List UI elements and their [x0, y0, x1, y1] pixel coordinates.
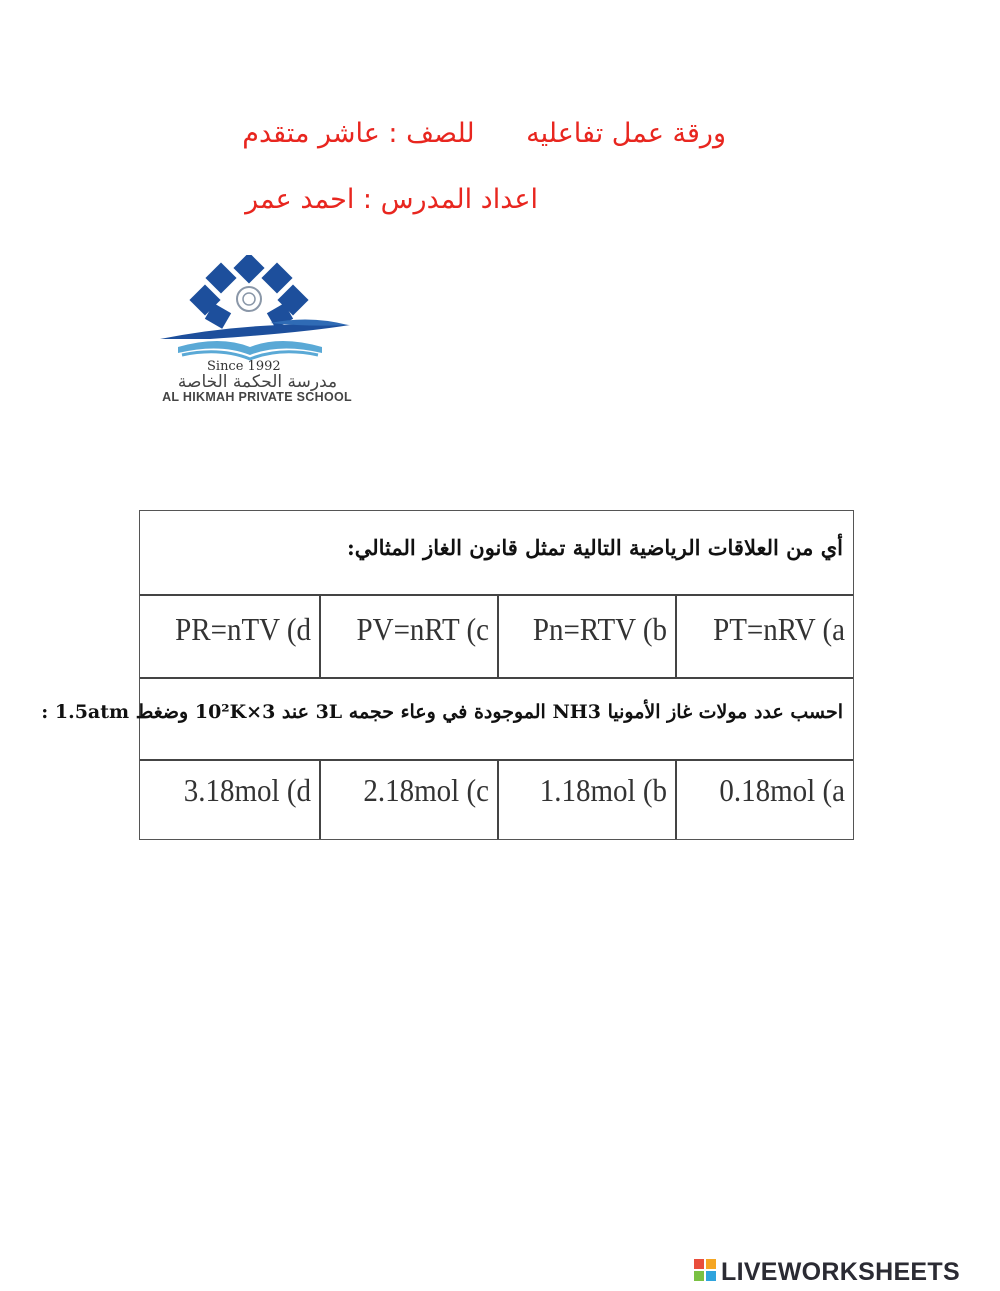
liveworksheets-brand: LIVEWORKSHEETS — [721, 1258, 960, 1286]
option-c[interactable]: 2.18mol (c — [363, 773, 489, 809]
options-row — [140, 594, 853, 679]
option-cell[interactable] — [675, 759, 853, 839]
option-c[interactable]: PV=nRT (c — [356, 612, 489, 648]
option-b[interactable]: Pn=RTV (b — [532, 612, 667, 648]
option-cell[interactable] — [675, 594, 853, 677]
liveworksheets-logo[interactable] — [693, 1257, 993, 1287]
option-cell[interactable] — [319, 594, 497, 677]
option-d[interactable]: 3.18mol (d — [183, 773, 311, 809]
school-emblem-icon — [150, 255, 370, 365]
worksheet-title: ورقة عمل تفاعليه للصف : عاشر متقدم — [242, 118, 726, 149]
option-cell[interactable] — [319, 759, 497, 839]
option-cell[interactable] — [497, 594, 675, 677]
question-row — [140, 511, 853, 596]
option-a[interactable]: 0.18mol (a — [719, 773, 845, 809]
options-row — [140, 759, 853, 839]
logo-since-text: Since 1992 — [207, 359, 281, 374]
question-row — [41, 677, 853, 761]
question-1-text: أي من العلاقات الرياضية التالية تمثل قانون الغاز المثالي: — [347, 535, 843, 560]
question-table — [41, 510, 854, 840]
logo-arabic-name: مدرسة الحكمة الخاصة — [177, 372, 338, 392]
liveworksheets-blocks-icon — [693, 1258, 717, 1286]
option-d[interactable]: PR=nTV (d — [175, 612, 311, 648]
option-cell[interactable] — [141, 594, 319, 677]
question-2-text: احسب عدد مولات غاز الأمونيا NH3 الموجودة في وعاء حجمه 3L عند 3×10²K وضغط 1.5atm : — [41, 701, 843, 723]
logo-english-name: AL HIKMAH PRIVATE SCHOOL — [162, 390, 352, 404]
teacher-name: اعداد المدرس : احمد عمر — [245, 184, 538, 215]
option-a[interactable]: PT=nRV (a — [713, 612, 845, 648]
option-cell[interactable] — [141, 759, 319, 839]
option-cell[interactable] — [497, 759, 675, 839]
school-logo — [150, 255, 370, 405]
option-b[interactable]: 1.18mol (b — [539, 773, 667, 809]
